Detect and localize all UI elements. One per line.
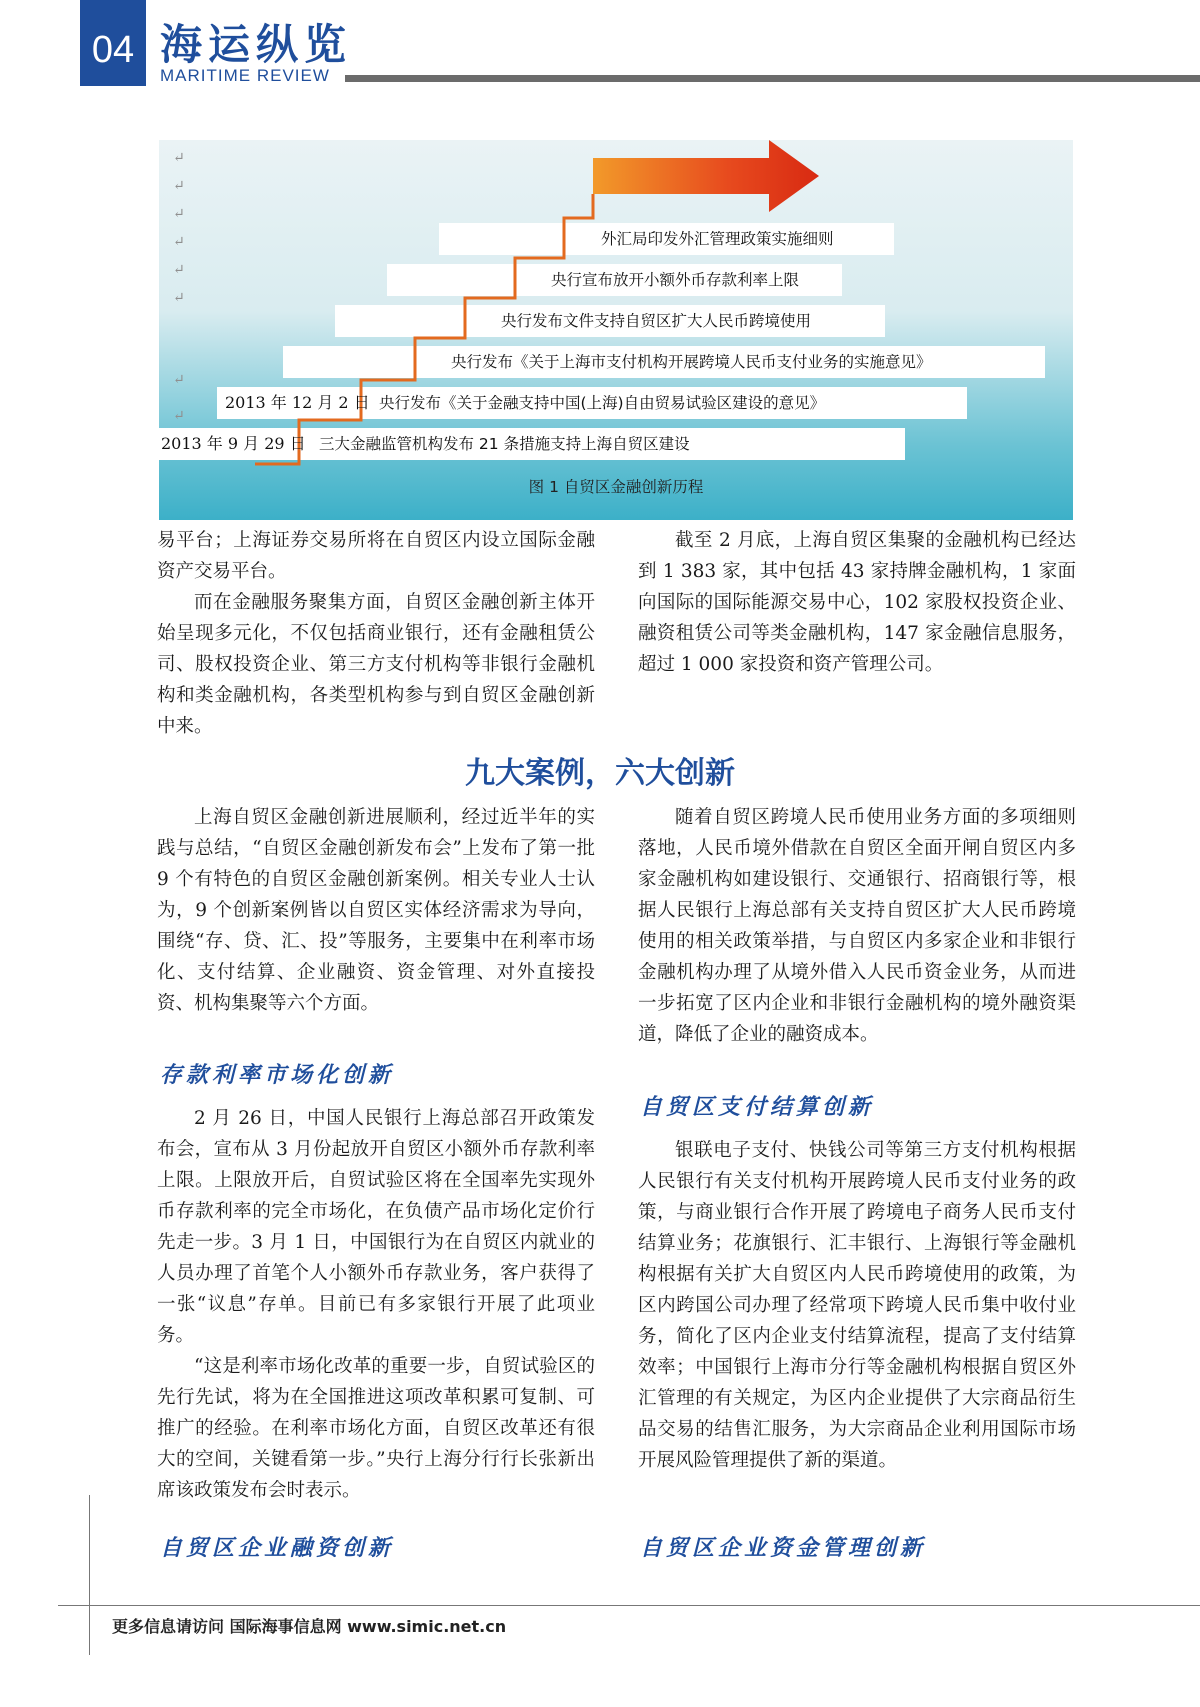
milestone-label: 外汇局印发外汇管理政策实施细则	[601, 230, 834, 248]
subhead-deposit-rate: 存款利率市场化创新	[160, 1062, 395, 1088]
footer-text: 更多信息请访问 国际海事信息网 www.simic.net.cn	[112, 1617, 507, 1636]
subhead-enterprise-financing: 自贸区企业融资创新	[160, 1535, 395, 1561]
header-rule	[345, 75, 1200, 82]
timeline-figure	[159, 140, 1073, 520]
right-column-top	[638, 525, 1076, 680]
return-mark: ↵	[173, 234, 185, 250]
return-mark: ↵	[173, 262, 185, 278]
footer-rule	[58, 1605, 1200, 1606]
right-column-section2	[638, 1135, 1076, 1476]
figure-caption: 图 1 自贸区金融创新历程	[528, 478, 704, 496]
return-mark: ↵	[173, 408, 185, 424]
margin-rule	[89, 1495, 90, 1655]
paragraph: 易平台；上海证券交易所将在自贸区内设立国际金融资产交易平台。	[157, 530, 595, 582]
page-number: 04	[80, 0, 146, 86]
subhead-fund-management: 自贸区企业资金管理创新	[640, 1535, 927, 1561]
paragraph: 截至 2 月底，上海自贸区集聚的金融机构已经达到 1 383 家，其中包括 43 家持牌金融机构，1 家面向国际的国际能源交易中心，102 家股权投资企业、融资租赁公司等类金融机构，147 家金融信息服务，超过 1 000 家投资和资产管理公司。	[638, 530, 1076, 675]
return-mark: ↵	[173, 206, 185, 222]
return-mark: ↵	[173, 290, 185, 306]
milestone-label: 三大金融监管机构发布 21 条措施支持上海自贸区建设	[319, 435, 690, 453]
milestone-date: 2013 年 12 月 2 日	[225, 393, 370, 412]
paragraph: 银联电子支付、快钱公司等第三方支付机构根据人民银行有关支付机构开展跨境人民币支付业务的政策，与商业银行合作开展了跨境电子商务人民币支付结算业务；花旗银行、汇丰银行、上海银行等金融机构根据有关扩大自贸区内人民币跨境使用的政策，为区内跨国公司办理了经常项下跨境人民币集中收付业务，简化了区内企业支付结算流程，提高了支付结算效率；中国银行上海市分行等金融机构根据自贸区外汇管理的有关规定，为区内企业提供了大宗商品衍生品交易的结售汇服务，为大宗商品企业利用国际市场开展风险管理提供了新的渠道。	[638, 1140, 1076, 1471]
milestone-label: 央行宣布放开小额外币存款利率上限	[551, 271, 800, 289]
milestone-label: 央行发布文件支持自贸区扩大人民币跨境使用	[501, 312, 812, 330]
paragraph: “这是利率市场化改革的重要一步，自贸试验区的先行先试，将为在全国推进这项改革积累可复制、可推广的经验。在利率市场化方面，自贸区改革还有很大的空间，关键看第一步。”央行上海分行行长张新出席该政策发布会时表示。	[157, 1356, 595, 1501]
return-mark: ↵	[173, 150, 185, 166]
subhead-payment-settlement: 自贸区支付结算创新	[640, 1094, 875, 1120]
milestone-date: 2013 年 9 月 29 日	[161, 434, 306, 453]
paragraph: 随着自贸区跨境人民币使用业务方面的多项细则落地，人民币境外借款在自贸区全面开闸自贸区内多家金融机构如建设银行、交通银行、招商银行等，根据人民银行上海总部有关支持自贸区扩大人民币跨境使用的相关政策举措，与自贸区内多家企业和非银行金融机构办理了从境外借入人民币资金业务，从而进一步拓宽了区内企业和非银行金融机构的境外融资渠道，降低了企业的融资成本。	[638, 807, 1076, 1045]
paragraph: 2 月 26 日，中国人民银行上海总部召开政策发布会，宣布从 3 月份起放开自贸区小额外币存款利率上限。上限放开后，自贸试验区将在全国率先实现外币存款利率的完全市场化，在负债产品市场化定价行先走一步。3 月 1 日，中国银行为在自贸区内就业的人员办理了首笔个人小额外币存款业务，客户获得了一张“议息”存单。目前已有多家银行开展了此项业务。	[157, 1108, 595, 1346]
section-headline: 九大案例，六大创新	[465, 756, 735, 791]
paragraph: 而在金融服务聚集方面，自贸区金融创新主体开始呈现多元化，不仅包括商业银行，还有金融租赁公司、股权投资企业、第三方支付机构等非银行金融机构和类金融机构，各类型机构参与到自贸区金融创新中来。	[157, 592, 595, 737]
left-column-intro	[157, 802, 595, 1019]
magazine-subtitle: MARITIME REVIEW	[160, 66, 330, 85]
arrow-icon	[593, 140, 819, 212]
return-mark: ↵	[173, 372, 185, 388]
milestone-label: 央行发布《关于上海市支付机构开展跨境人民币支付业务的实施意见》	[451, 353, 932, 371]
left-column-top	[157, 525, 595, 742]
left-column-section1	[157, 1103, 595, 1506]
paragraph: 上海自贸区金融创新进展顺利，经过近半年的实践与总结，“自贸区金融创新发布会”上发布了第一批 9 个有特色的自贸区金融创新案例。相关专业人士认为，9 个创新案例皆以自贸区实体经济需求为导向，围绕“存、贷、汇、投”等服务，主要集中在利率市场化、支付结算、企业融资、资金管理、对外直接投资、机构集聚等六个方面。	[157, 807, 595, 1014]
right-column-intro	[638, 802, 1076, 1050]
milestone-label: 央行发布《关于金融支持中国(上海)自由贸易试验区建设的意见》	[379, 394, 826, 412]
return-mark: ↵	[173, 178, 185, 194]
magazine-title: 海运纵览	[160, 20, 353, 69]
